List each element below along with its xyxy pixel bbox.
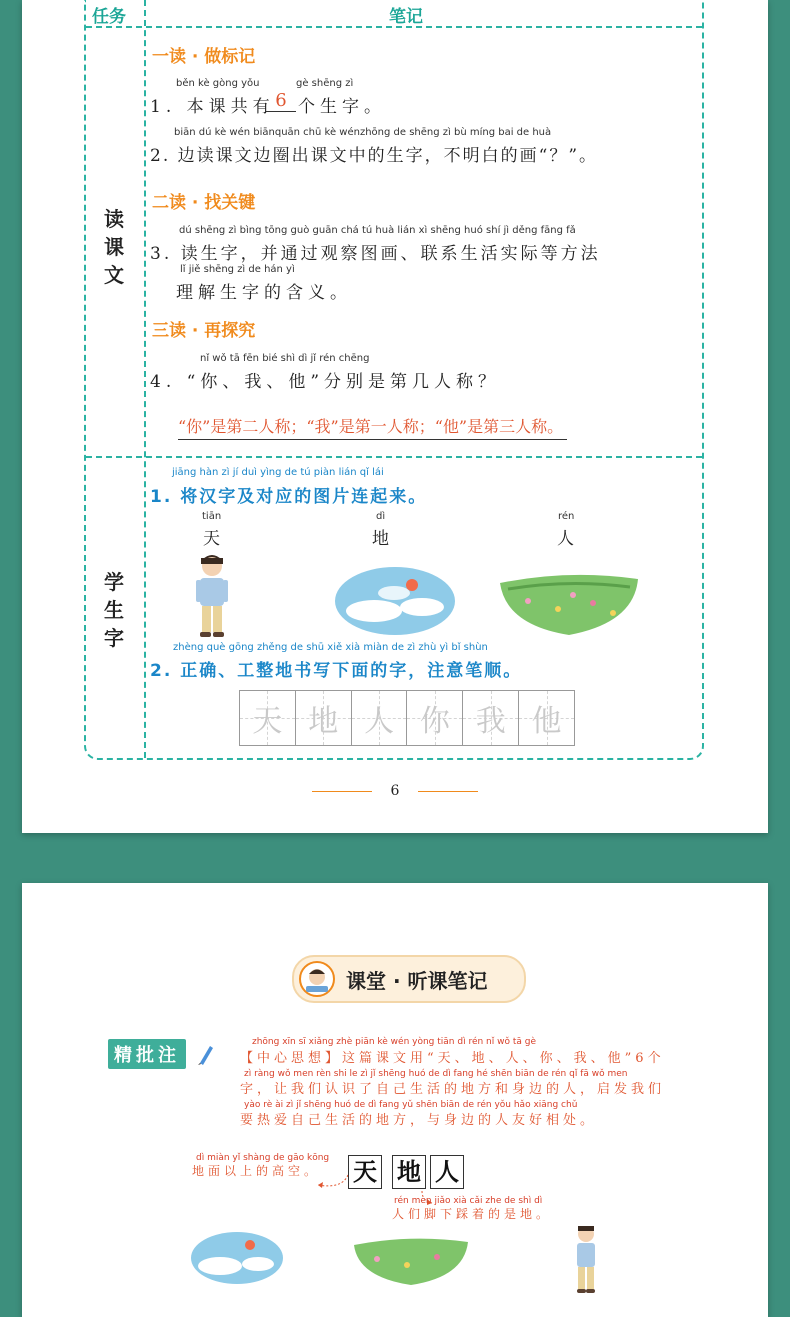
pinyin-line: rén men jiǎo xià cǎi zhe de shì dì xyxy=(394,1196,543,1206)
pinyin-line: lǐ jiě shēng zì de hán yì xyxy=(180,264,295,275)
banner-title: 课堂 · 听课笔记 xyxy=(346,969,488,993)
question-1-pre: 1. 本课共有 xyxy=(150,97,275,117)
pinyin-line: běn kè gòng yǒu xyxy=(176,78,260,89)
workbook-page-6 xyxy=(22,0,768,833)
pinyin-line: gè shēng zì xyxy=(296,78,354,89)
title-char-ren: 人 xyxy=(430,1155,464,1189)
exercise-2-title: 2. 正确、工整地书写下面的字，注意笔顺。 xyxy=(150,661,523,681)
pinyin-line: zhōng xīn sī xiǎng zhè piān kè wén yòng tiān dì rén nǐ wǒ tā gè xyxy=(252,1037,536,1047)
question-1-post: 个生字。 xyxy=(298,97,386,117)
side-char: 文 xyxy=(104,263,124,287)
side-char: 读 xyxy=(104,207,124,231)
answer-blank: 6 xyxy=(266,90,296,112)
trace-char: 我 xyxy=(475,704,506,739)
question-3: 3. 读生字，并通过观察图画、联系生活实际等方法 xyxy=(150,244,601,264)
pen-icon xyxy=(196,1043,214,1065)
question-2: 2. 边读课文边圈出课文中的生字，不明白的画“？”。 xyxy=(150,146,599,166)
header-task: 任务 xyxy=(92,7,126,27)
char-tian: 天 xyxy=(203,529,225,549)
side-char: 学 xyxy=(104,570,124,594)
side-char: 课 xyxy=(104,235,124,259)
side-label-read-text xyxy=(104,205,124,289)
char-pinyin: dì xyxy=(376,511,386,522)
banner xyxy=(292,955,526,1003)
question-3-cont: 理解生字的含义。 xyxy=(176,283,352,303)
ground-image xyxy=(352,1237,470,1287)
title-char-tian: 天 xyxy=(348,1155,382,1189)
section-second-read: 二读 · 找关键 xyxy=(152,193,256,213)
pinyin-line: jiāng hàn zì jí duì yìng de tú piàn lián qǐ lái xyxy=(172,467,384,478)
header-notes: 笔记 xyxy=(389,7,423,27)
pinyin-line: zhèng què gōng zhěng de shū xiě xià miàn de zì zhù yì bǐ shùn xyxy=(173,642,488,653)
practice-cell[interactable] xyxy=(519,691,574,745)
arrow-icon xyxy=(312,1173,352,1193)
boy-image xyxy=(192,552,232,642)
trace-char: 你 xyxy=(419,704,450,739)
annotation-badge: 精批注 xyxy=(108,1039,186,1069)
section-third-read: 三读 · 再探究 xyxy=(152,321,256,341)
pinyin-line: biān dú kè wén biānquān chū kè wénzhōng de shēng zì bù míng bai de huà xyxy=(174,127,552,138)
pinyin-line: dú shēng zì bìng tōng guò guān chá tú huà lián xì shēng huó shí jì děng fāng fǎ xyxy=(179,225,576,236)
trace-char: 天 xyxy=(252,704,283,739)
pinyin-line: zì ràng wǒ men rèn shi le zì jǐ shēng huó de dì fang hé shēn biān de rén qǐ fā wǒ men xyxy=(244,1069,628,1079)
column-divider xyxy=(144,0,146,758)
ground-definition: 人们脚下踩着的是地。 xyxy=(392,1207,553,1221)
char-ren: 人 xyxy=(557,529,579,549)
exercise-1-title: 1. 将汉字及对应的图片连起来。 xyxy=(150,487,428,507)
student-avatar-icon xyxy=(298,960,336,998)
practice-cell[interactable] xyxy=(463,691,519,745)
practice-cell[interactable] xyxy=(296,691,352,745)
side-label-learn-chars xyxy=(104,568,124,652)
sky-definition: 地面以上的高空。 xyxy=(192,1164,321,1178)
sky-image xyxy=(334,565,456,637)
title-char-di: 地 xyxy=(392,1155,426,1189)
practice-cell[interactable] xyxy=(407,691,463,745)
char-pinyin: tiān xyxy=(202,511,222,522)
row-divider xyxy=(86,456,702,458)
center-idea-line-2: 字，让我们认识了自己生活的地方和身边的人，启发我们 xyxy=(240,1082,666,1097)
ground-image xyxy=(498,573,640,637)
char-di: 地 xyxy=(372,529,394,549)
pinyin-line: dì miàn yǐ shàng de gāo kōng xyxy=(196,1153,330,1163)
page-number: 6 xyxy=(390,783,400,799)
pinyin-line: nǐ wǒ tā fēn bié shì dì jǐ rén chēng xyxy=(200,353,370,364)
trace-char: 人 xyxy=(364,704,395,739)
char-pinyin: rén xyxy=(558,511,575,522)
practice-cell[interactable] xyxy=(240,691,296,745)
center-idea-line-3: 要热爱自己生活的地方，与身边的人友好相处。 xyxy=(240,1113,598,1128)
sky-image xyxy=(190,1230,284,1286)
trace-char: 他 xyxy=(531,704,562,739)
lecture-notes-page xyxy=(22,883,768,1317)
section-first-read: 一读 · 做标记 xyxy=(152,47,256,67)
writing-practice-grid xyxy=(239,690,575,746)
pinyin-line: yào rè ài zì jǐ shēng huó de dì fang yǔ shēn biān de rén yǒu hǎo xiāng chǔ xyxy=(244,1100,578,1110)
side-char: 字 xyxy=(104,626,124,650)
answer-line: “你”是第二人称；“我”是第一人称；“他”是第三人称。 xyxy=(178,414,567,440)
practice-cell[interactable] xyxy=(352,691,408,745)
question-4: 4. “你、我、他”分别是第几人称？ xyxy=(150,372,501,392)
center-idea-line-1: 【中心思想】这篇课文用“天、地、人、你、我、他”6个 xyxy=(240,1051,665,1066)
page-number-rule xyxy=(418,791,478,792)
side-char: 生 xyxy=(104,598,124,622)
trace-char: 地 xyxy=(308,704,339,739)
boy-image xyxy=(570,1223,602,1305)
